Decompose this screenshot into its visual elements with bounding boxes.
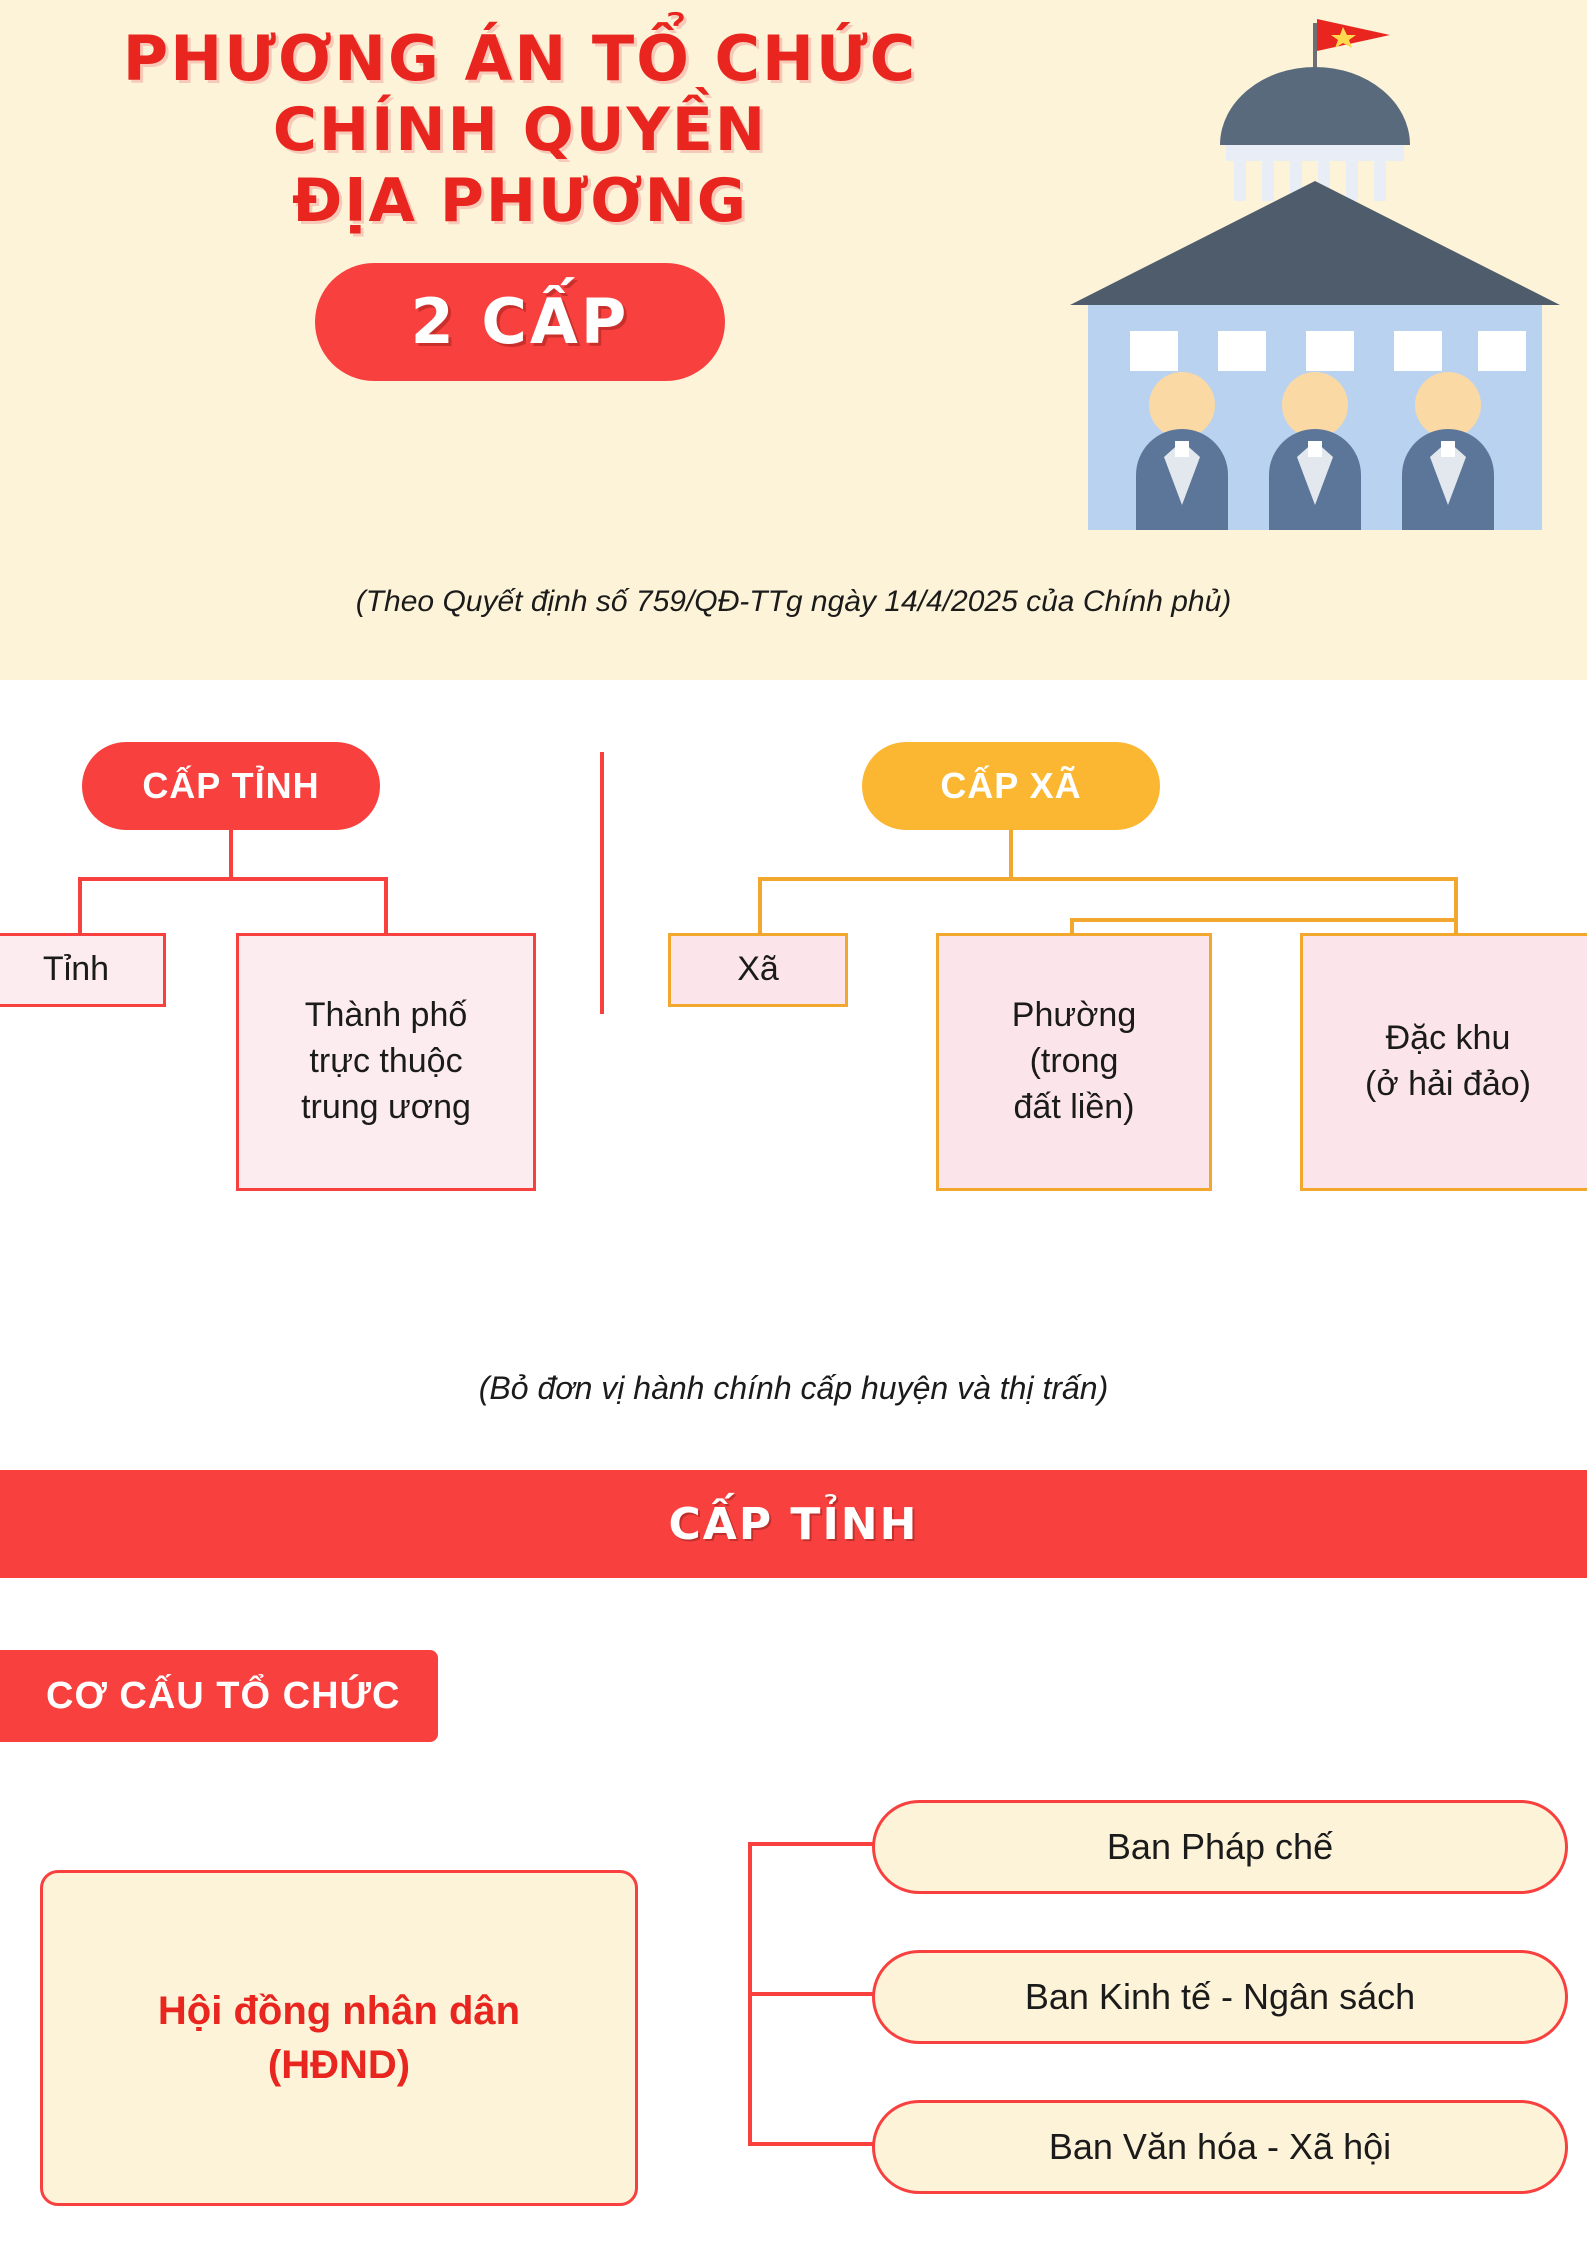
connector-branch-arm-0 bbox=[748, 1842, 874, 1846]
node-hdnd-line1: Hội đồng nhân dân bbox=[157, 1989, 521, 2033]
org-structure-tag-label: CƠ CẤU TỔ CHỨC bbox=[46, 1674, 401, 1717]
badge-2-cap bbox=[315, 263, 725, 381]
title-line-1: PHƯƠNG ÁN TỔ CHỨC bbox=[122, 22, 918, 95]
badge-2-cap-label: 2 CẤP bbox=[410, 285, 630, 359]
connector-branch-arm-2 bbox=[748, 2142, 874, 2146]
level-badge-commune bbox=[862, 742, 1160, 830]
connector-commune-right bbox=[1454, 877, 1458, 939]
level-badge-province bbox=[82, 742, 380, 830]
node-thanh-pho-trung-uong: Thành phố trực thuộc trung ương bbox=[236, 933, 536, 1191]
section-banner-label: CẤP TỈNH bbox=[668, 1498, 919, 1550]
header-section bbox=[0, 0, 1587, 680]
decree-reference: (Theo Quyết định số 759/QĐ-TTg ngày 14/4/2025 của Chính phủ) bbox=[355, 585, 1232, 618]
node-tinh: Tỉnh bbox=[0, 933, 166, 1007]
chart-note: (Bỏ đơn vị hành chính cấp huyện và thị trấn) bbox=[478, 1370, 1109, 1406]
section-divider bbox=[600, 752, 604, 1014]
connector-province-stem bbox=[229, 830, 233, 880]
title-line-2: CHÍNH QUYỀN bbox=[272, 95, 768, 166]
page-title bbox=[0, 22, 1040, 381]
node-ban-van-hoa-xa-hoi: Ban Văn hóa - Xã hội bbox=[872, 2100, 1568, 2194]
node-hdnd-line2: (HĐND) bbox=[267, 2043, 411, 2087]
connector-commune-left bbox=[758, 877, 762, 939]
connector-commune-stem bbox=[1009, 830, 1013, 880]
organization-structure-section bbox=[0, 1578, 1587, 2248]
connector-province-right bbox=[384, 877, 388, 939]
node-ban-kinh-te-ngan-sach: Ban Kinh tế - Ngân sách bbox=[872, 1950, 1568, 2044]
connector-province-bar bbox=[78, 877, 388, 881]
connector-commune-sub-bar bbox=[1070, 918, 1458, 922]
connector-commune-bar bbox=[758, 877, 1458, 881]
administrative-levels-chart bbox=[0, 680, 1587, 1470]
level-badge-commune-label: CẤP XÃ bbox=[940, 765, 1082, 806]
node-hdnd bbox=[40, 1870, 638, 2206]
node-xa: Xã bbox=[668, 933, 848, 1007]
title-line-3: ĐỊA PHƯƠNG bbox=[291, 165, 749, 236]
section-banner-province bbox=[0, 1470, 1587, 1578]
level-badge-province-label: CẤP TỈNH bbox=[142, 765, 320, 806]
node-dac-khu: Đặc khu (ở hải đảo) bbox=[1300, 933, 1587, 1191]
connector-province-left bbox=[78, 877, 82, 939]
org-structure-tag bbox=[0, 1650, 438, 1742]
government-building-icon bbox=[1030, 5, 1570, 535]
node-ban-phap-che: Ban Pháp chế bbox=[872, 1800, 1568, 1894]
node-phuong: Phường (trong đất liền) bbox=[936, 933, 1212, 1191]
connector-branch-arm-1 bbox=[748, 1992, 874, 1996]
